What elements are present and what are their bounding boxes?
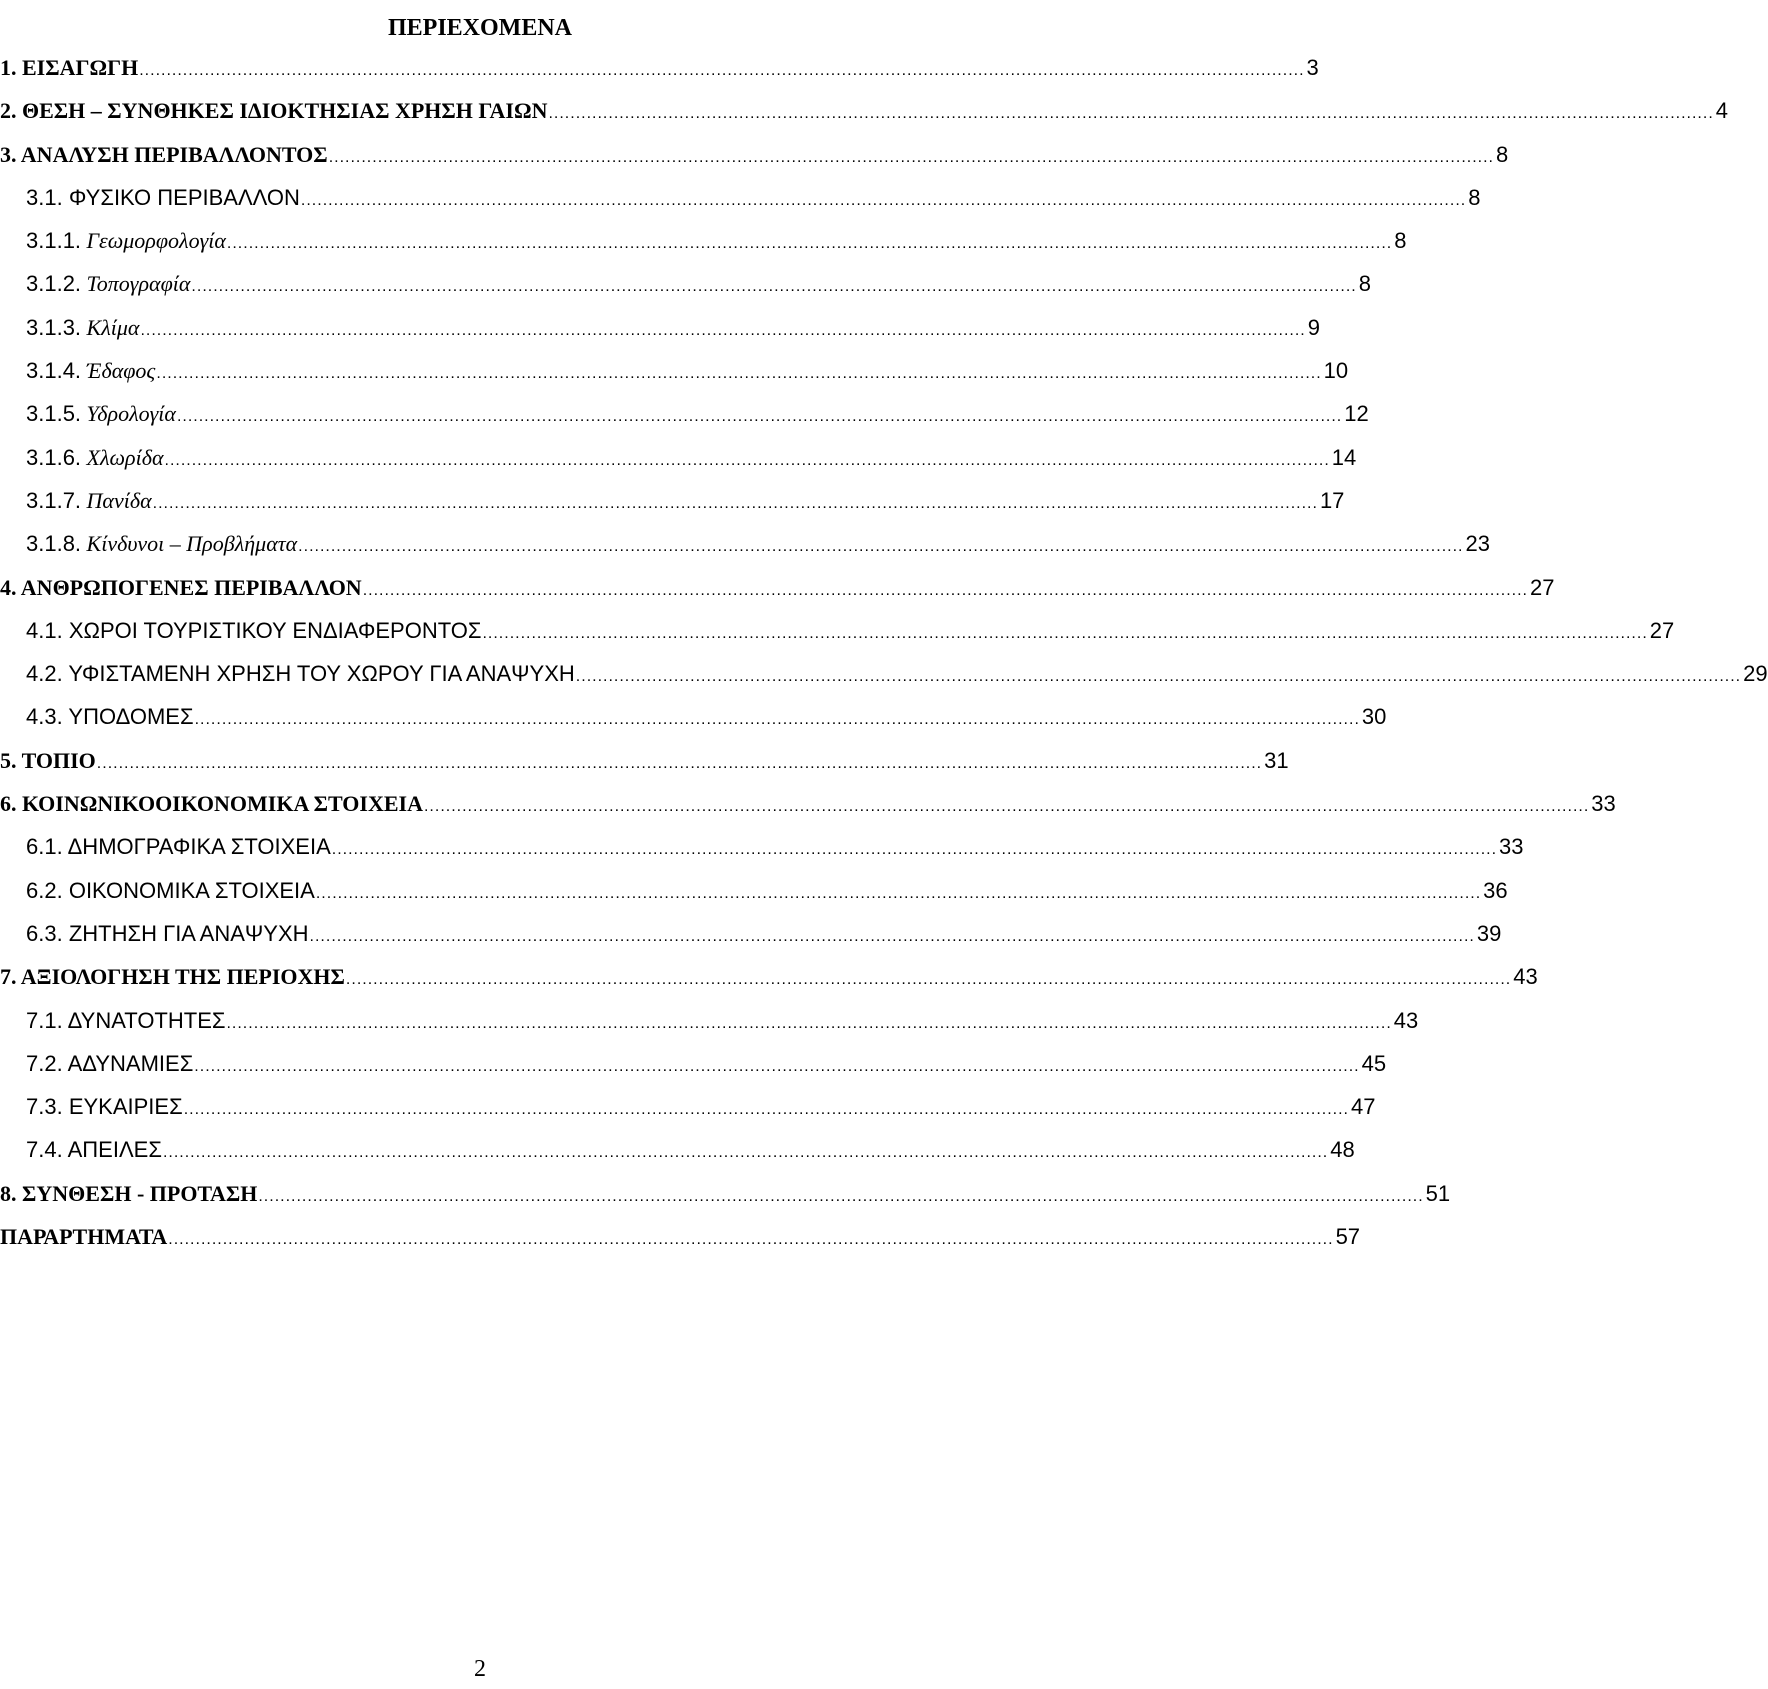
- toc-entry-number: 7.3.: [26, 1094, 63, 1120]
- toc-entry-label: [26, 616, 481, 646]
- toc-entry-number: 3.1.1.: [26, 228, 82, 254]
- toc-entry-title: ΑΝΘΡΩΠΟΓΕΝΕΣ ΠΕΡΙΒΑΛΛΟΝ: [20, 574, 362, 600]
- table-of-contents: [0, 53, 1768, 1265]
- toc-entry-number: 5.: [0, 747, 17, 773]
- toc-entry-label: [26, 269, 190, 299]
- toc-entry-page: 3: [1306, 55, 1319, 80]
- dot-leader: ......................................................................................................................................................................................................................: [309, 927, 1475, 945]
- toc-entry-title: ΦΥΣΙΚΟ ΠΕΡΙΒΑΛΛΟΝ: [68, 184, 300, 210]
- toc-entry[interactable]: [0, 962, 1538, 1005]
- toc-entry-label: [26, 399, 176, 429]
- toc-entry-label: [26, 832, 331, 862]
- toc-entry[interactable]: [0, 1179, 1451, 1222]
- toc-entry[interactable]: [0, 659, 1768, 702]
- dot-leader: ......................................................................................................................................................................................................................: [139, 62, 1305, 79]
- toc-entry-title: ΥΠΟΔΟΜΕΣ: [68, 704, 194, 730]
- dot-leader: ......................................................................................................................................................................................................................: [315, 884, 1482, 902]
- toc-entry-number: 3.1.6.: [26, 444, 82, 470]
- toc-entry-page: 14: [1331, 444, 1357, 470]
- toc-entry[interactable]: [0, 313, 1320, 356]
- toc-entry-page: 43: [1513, 964, 1538, 990]
- toc-entry-label: [26, 356, 155, 386]
- toc-entry[interactable]: [0, 96, 1729, 139]
- toc-entry[interactable]: [0, 919, 1502, 962]
- dot-leader: ......................................................................................................................................................................................................................: [140, 321, 1306, 339]
- toc-entry[interactable]: [0, 356, 1349, 399]
- toc-entry-label: [26, 1006, 225, 1036]
- toc-entry[interactable]: [0, 529, 1490, 572]
- toc-entry-label: [26, 313, 139, 343]
- toc-entry-number: 7.: [0, 964, 17, 990]
- toc-entry-page: 17: [1319, 487, 1345, 513]
- toc-entry-title: Υδρολογία: [86, 401, 176, 427]
- toc-entry[interactable]: [0, 573, 1555, 616]
- toc-entry-page: 8: [1495, 141, 1509, 167]
- toc-entry-title: ΚΟΙΝΩΝΙΚΟΟΙΚΟΝΟΜΙΚΑ ΣΤΟΙΧΕΙΑ: [22, 791, 423, 817]
- dot-leader: ......................................................................................................................................................................................................................: [164, 451, 1330, 469]
- dot-leader: ......................................................................................................................................................................................................................: [194, 1057, 1360, 1075]
- toc-entry[interactable]: [0, 443, 1357, 486]
- dot-leader: ......................................................................................................................................................................................................................: [423, 798, 1590, 816]
- toc-entry-label: [26, 1092, 183, 1122]
- dot-leader: ......................................................................................................................................................................................................................: [156, 365, 1322, 383]
- toc-entry-label: [0, 96, 547, 126]
- toc-entry-number: 7.2.: [26, 1050, 63, 1076]
- toc-entry-title: Τοπογραφία: [86, 271, 191, 297]
- toc-entry-label: [26, 919, 309, 949]
- toc-entry-title: ΑΞΙΟΛΟΓΗΣΗ ΤΗΣ ΠΕΡΙΟΧΗΣ: [20, 964, 345, 990]
- toc-entry-page: 8: [1394, 228, 1407, 254]
- toc-entry-label: [26, 659, 575, 689]
- toc-entry-number: 3.1.7.: [26, 487, 82, 513]
- toc-entry-title: ΧΩΡΟΙ ΤΟΥΡΙΣΤΙΚΟΥ ΕΝΔΙΑΦΕΡΟΝΤΟΣ: [68, 617, 482, 643]
- toc-entry[interactable]: [0, 616, 1675, 659]
- toc-entry-label: [26, 486, 152, 516]
- toc-entry-label: [0, 1179, 257, 1209]
- toc-entry-label: [26, 1135, 162, 1165]
- page-number: 2: [474, 1656, 486, 1682]
- dot-leader: ......................................................................................................................................................................................................................: [176, 408, 1343, 426]
- toc-entry[interactable]: [0, 1006, 1419, 1049]
- toc-entry-label: [26, 1049, 193, 1079]
- toc-entry[interactable]: [0, 876, 1508, 919]
- toc-entry-label: [0, 1222, 167, 1252]
- dot-leader: ......................................................................................................................................................................................................................: [258, 1187, 1424, 1205]
- toc-entry-label: [26, 876, 315, 906]
- toc-entry[interactable]: [0, 832, 1524, 875]
- dot-leader: ......................................................................................................................................................................................................................: [331, 841, 1498, 859]
- dot-leader: ......................................................................................................................................................................................................................: [191, 278, 1357, 296]
- dot-leader: ......................................................................................................................................................................................................................: [362, 581, 1528, 599]
- toc-entry-label: [0, 53, 138, 83]
- toc-entry-number: 6.3.: [26, 920, 63, 946]
- toc-entry[interactable]: [0, 269, 1371, 312]
- toc-entry[interactable]: [0, 226, 1407, 269]
- toc-entry-title: ΖΗΤΗΣΗ ΓΙΑ ΑΝΑΨΥΧΗ: [68, 920, 309, 946]
- toc-entry-number: 3.1.4.: [26, 358, 82, 384]
- toc-entry[interactable]: [0, 1222, 1361, 1265]
- toc-entry-title: ΔΗΜΟΓΡΑΦΙΚΑ ΣΤΟΙΧΕΙΑ: [67, 834, 331, 860]
- toc-entry[interactable]: [0, 702, 1387, 745]
- toc-entry-title: Κλίμα: [86, 314, 140, 340]
- toc-entry-page: 57: [1335, 1224, 1361, 1250]
- toc-entry-page: 8: [1468, 184, 1481, 210]
- toc-entry-title: ΤΟΠΙΟ: [21, 747, 96, 773]
- toc-entry-number: 2.: [0, 98, 17, 124]
- toc-entry-title: Πανίδα: [86, 487, 152, 513]
- toc-entry-title: ΑΠΕΙΛΕΣ: [67, 1137, 162, 1163]
- toc-entry[interactable]: [0, 746, 1289, 789]
- toc-entry[interactable]: [0, 183, 1481, 226]
- toc-entry-number: 3.1.8.: [26, 531, 82, 557]
- toc-entry-number: 4.: [0, 574, 17, 600]
- toc-entry-number: 3.1.2.: [26, 271, 82, 297]
- toc-entry-number: 1.: [0, 55, 17, 80]
- toc-entry-title: ΑΝΑΛΥΣΗ ΠΕΡΙΒΑΛΛΟΝΤΟΣ: [20, 141, 328, 167]
- toc-entry-label: [0, 746, 96, 776]
- toc-heading: ΠΕΡΙΕΧΟΜΕΝΑ: [387, 15, 572, 42]
- toc-entry-page: 27: [1530, 574, 1555, 600]
- dot-leader: ......................................................................................................................................................................................................................: [482, 624, 1648, 642]
- toc-entry-page: 23: [1465, 531, 1490, 557]
- toc-entry-page: 39: [1476, 920, 1502, 946]
- dot-leader: ......................................................................................................................................................................................................................: [194, 711, 1360, 729]
- toc-entry[interactable]: [0, 1049, 1387, 1092]
- toc-entry-number: 7.1.: [26, 1007, 63, 1033]
- toc-entry[interactable]: [0, 486, 1345, 529]
- toc-entry-title: ΥΦΙΣΤΑΜΕΝΗ ΧΡΗΣΗ ΤΟΥ ΧΩΡΟΥ ΓΙΑ ΑΝΑΨΥΧΗ: [68, 661, 575, 687]
- toc-entry-number: 7.4.: [26, 1137, 63, 1163]
- toc-entry-title: Χλωρίδα: [86, 444, 164, 470]
- toc-entry-page: 12: [1344, 401, 1369, 427]
- toc-entry-page: 45: [1361, 1050, 1387, 1076]
- dot-leader: ......................................................................................................................................................................................................................: [226, 1014, 1392, 1032]
- toc-entry-page: 33: [1499, 834, 1524, 860]
- toc-entry-page: 10: [1323, 358, 1349, 384]
- toc-entry-page: 43: [1393, 1007, 1419, 1033]
- toc-entry-title: Έδαφος: [86, 358, 156, 384]
- toc-entry-number: 6.1.: [26, 834, 63, 860]
- toc-entry-page: 36: [1483, 877, 1508, 903]
- toc-entry-label: [0, 573, 362, 603]
- toc-entry-title: ΘΕΣΗ – ΣΥΝΘΗΚΕΣ ΙΔΙΟΚΤΗΣΙΑΣ ΧΡΗΣΗ ΓΑΙΩΝ: [22, 98, 548, 124]
- toc-entry-number: 4.3.: [26, 704, 63, 730]
- toc-entry-title: ΟΙΚΟΝΟΜΙΚΑ ΣΤΟΙΧΕΙΑ: [68, 877, 315, 903]
- toc-entry[interactable]: [0, 53, 1319, 96]
- toc-entry-page: 27: [1649, 617, 1675, 643]
- toc-entry-number: 8.: [0, 1180, 17, 1206]
- toc-entry-number: 6.2.: [26, 877, 63, 903]
- toc-entry-page: 31: [1264, 747, 1289, 773]
- toc-entry-page: 33: [1591, 791, 1616, 817]
- toc-entry-title: ΔΥΝΑΤΟΤΗΤΕΣ: [67, 1007, 226, 1033]
- toc-entry[interactable]: [0, 1135, 1355, 1178]
- toc-entry-title: Γεωμορφολογία: [86, 228, 226, 254]
- dot-leader: ......................................................................................................................................................................................................................: [183, 1101, 1349, 1119]
- toc-entry[interactable]: [0, 140, 1509, 183]
- toc-entry-label: [0, 789, 423, 819]
- toc-entry[interactable]: [0, 399, 1369, 442]
- toc-entry-number: 3.: [0, 141, 17, 167]
- toc-entry[interactable]: [0, 789, 1616, 832]
- toc-entry-number: 4.2.: [26, 661, 63, 687]
- toc-entry-page: 29: [1743, 661, 1768, 687]
- dot-leader: ......................................................................................................................................................................................................................: [345, 971, 1512, 989]
- dot-leader: ......................................................................................................................................................................................................................: [96, 754, 1263, 772]
- toc-entry-number: 3.1.: [26, 184, 63, 210]
- toc-entry-title: ΣΥΝΘΕΣΗ - ΠΡΟΤΑΣΗ: [22, 1180, 258, 1206]
- toc-entry-label: [0, 140, 328, 170]
- toc-entry-page: 4: [1715, 98, 1729, 124]
- toc-entry-number: 3.1.3.: [26, 314, 82, 340]
- toc-entry-page: 51: [1425, 1180, 1451, 1206]
- dot-leader: ......................................................................................................................................................................................................................: [300, 191, 1467, 209]
- toc-entry-page: 30: [1361, 704, 1387, 730]
- toc-entry-number: 4.1.: [26, 617, 63, 643]
- toc-entry-title: ΠΑΡΑΡΤΗΜΑΤΑ: [0, 1224, 168, 1250]
- toc-entry-title: ΑΔΥΝΑΜΙΕΣ: [67, 1050, 194, 1076]
- toc-entry-title: Κίνδυνοι – Προβλήματα: [86, 531, 298, 557]
- dot-leader: ......................................................................................................................................................................................................................: [168, 1231, 1334, 1249]
- toc-entry-label: [26, 529, 297, 559]
- toc-entry-label: [26, 226, 226, 256]
- toc-entry-label: [0, 962, 345, 992]
- toc-entry-label: [26, 443, 164, 473]
- toc-entry-number: 3.1.5.: [26, 401, 82, 427]
- toc-entry-label: [26, 702, 194, 732]
- toc-entry-page: 47: [1351, 1094, 1376, 1120]
- dot-leader: ......................................................................................................................................................................................................................: [548, 105, 1714, 123]
- dot-leader: ......................................................................................................................................................................................................................: [575, 668, 1742, 686]
- toc-entry-page: 9: [1307, 314, 1320, 340]
- toc-entry-page: 8: [1358, 271, 1371, 297]
- dot-leader: ......................................................................................................................................................................................................................: [162, 1144, 1329, 1162]
- dot-leader: ......................................................................................................................................................................................................................: [226, 235, 1393, 253]
- toc-entry-number: 6.: [0, 791, 17, 817]
- dot-leader: ......................................................................................................................................................................................................................: [328, 148, 1494, 166]
- dot-leader: ......................................................................................................................................................................................................................: [152, 494, 1318, 512]
- toc-entry-title: ΕΙΣΑΓΩΓΗ: [22, 55, 139, 80]
- toc-entry-title: ΕΥΚΑΙΡΙΕΣ: [68, 1094, 183, 1120]
- toc-entry[interactable]: [0, 1092, 1376, 1135]
- toc-entry-label: [26, 183, 300, 213]
- toc-entry-page: 48: [1330, 1137, 1355, 1163]
- dot-leader: ......................................................................................................................................................................................................................: [298, 538, 1464, 556]
